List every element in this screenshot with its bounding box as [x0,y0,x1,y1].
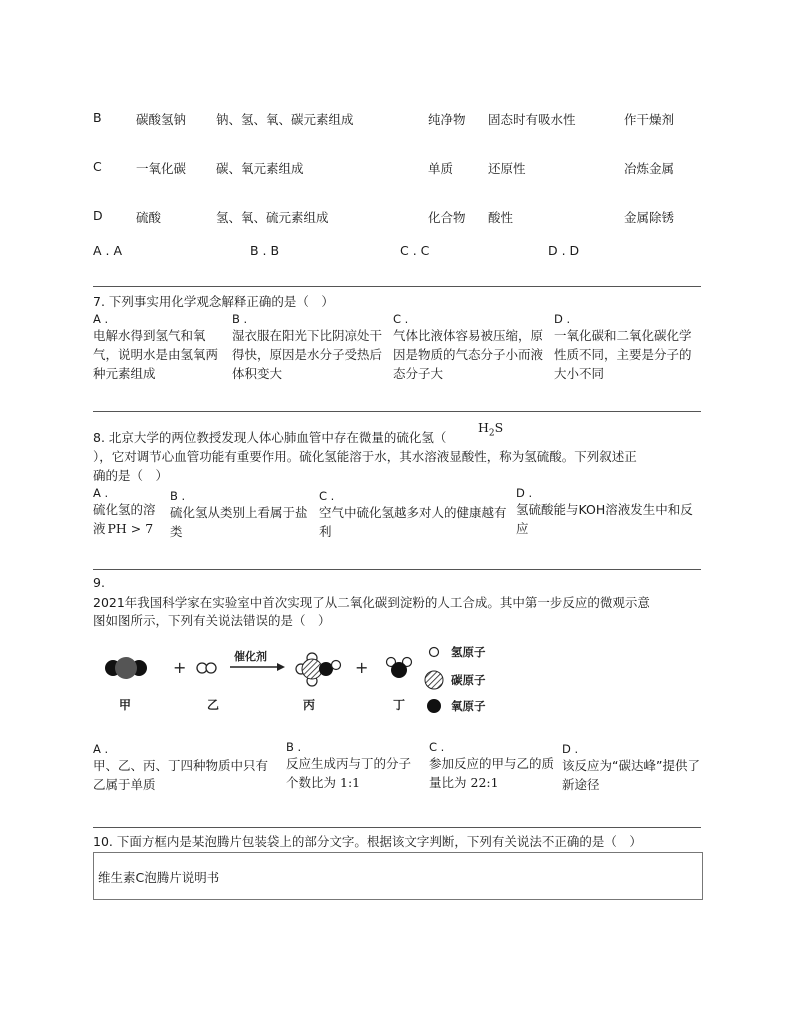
h2-molecule [197,663,216,673]
row-composition: 氢、氧、硫元素组成 [216,210,329,225]
row-property: 固态时有吸水性 [488,112,576,127]
label-bing: 丙 [303,698,316,712]
divider [93,569,701,570]
legend [425,645,486,713]
option-text: 硫化氢从类别上看属于盐类 [170,505,308,539]
h2s-formula: $H_2S$ [478,420,504,439]
question-8-stem-line2: ），它对调节心血管功能有重要作用。硫化氢能溶于水，其水溶液显酸性，称为氢硫酸。下列叙述正 [93,449,637,464]
row-composition: 钠、氢、氧、碳元素组成 [216,112,354,127]
methanol-molecule [296,653,341,686]
row-property: 还原性 [488,161,526,176]
carbon-atom-icon [425,671,443,689]
row-use: 作干燥剂 [624,112,675,127]
row-use: 冶炼金属 [624,161,675,176]
option-label: C . [393,312,409,326]
option-label: D . [562,742,579,756]
label-text-box [93,852,703,900]
label-ding: 丁 [393,698,406,712]
q7-option-a[interactable] [93,312,221,383]
q8-option-d[interactable] [516,486,700,538]
q9-option-a[interactable] [93,742,275,794]
question-8-stem: 8. 北京大学的两位教授发现人体心肺血管中存在微量的硫化氢（ [93,430,447,445]
question-9-stem-line2: 图如图所示，下列有关说法错误的是（ ） [93,613,331,628]
hydrogen-atom-icon [430,648,439,657]
option-label: A . [93,312,109,326]
option-text: 参加反应的甲与乙的质量比为 [429,756,555,790]
row-name: 碳酸氢钠 [136,112,187,127]
row-category: 化合物 [428,210,466,225]
plus-sign: + [355,658,369,677]
option-text: 空气中硫化氢越多对人的健康越有利 [319,505,507,539]
option-text: 一氧化碳和二氧化碳化学性质不同，主要是分子的大小不同 [554,328,692,381]
legend-carbon: 碳原子 [451,673,486,687]
answer-option-b[interactable]: B . B [250,243,280,258]
option-text: 反应生成丙与丁的分子个数比为 [286,756,412,790]
option-text: 气体比液体容易被压缩，原因是物质的气态分子小而液态分子大 [393,328,544,381]
row-letter: B [93,110,102,125]
row-category: 单质 [428,161,454,176]
ph-value: PH > 7 [107,521,154,536]
oxygen-atom-icon [427,699,441,713]
option-label: B . [286,740,302,754]
option-text: 氢硫酸能与KOH溶液发生中和反应 [516,502,693,536]
divider [93,827,701,828]
row-property: 酸性 [488,210,514,225]
reaction-diagram [93,636,513,726]
question-10-stem: 10. 下面方框内是某泡腾片包装袋上的部分文字。根据该文字判断，下列有关说法不正确的是（ ） [93,834,642,849]
arrow-head-icon [277,663,285,671]
q8-option-c[interactable] [319,489,511,541]
option-label: C . [429,740,445,754]
option-text: 硫化氢的溶 [93,502,156,517]
question-7-stem: 7. 下列事实用化学观念解释正确的是（ ） [93,294,334,309]
question-9-number: 9. [93,575,105,590]
option-label: B . [232,312,248,326]
row-composition: 碳、氧元素组成 [216,161,304,176]
legend-oxygen: 氧原子 [451,699,486,713]
q7-option-b[interactable] [232,312,382,383]
label-yi: 乙 [207,698,220,712]
option-label: A . [93,486,109,500]
row-letter: C [93,159,102,174]
plus-sign: + [173,658,187,677]
question-9-stem: 2021年我国科学家在实验室中首次实现了从二氧化碳到淀粉的人工合成。其中第一步反应的微观示意 [93,595,650,610]
co2-molecule [105,657,147,679]
option-text: 电解水得到氢气和氧气，说明水是由氢氧两种元素组成 [93,328,219,381]
q8-option-a[interactable] [93,486,165,538]
q9-option-c[interactable] [429,740,555,792]
row-name: 硫酸 [136,210,162,225]
option-label: B . [170,489,186,503]
option-text: 甲、乙、丙、丁四种物质中只有乙属于单质 [93,758,269,792]
row-name: 一氧化碳 [136,161,187,176]
option-label: C . [319,489,335,503]
row-letter: D [93,208,103,223]
divider [93,286,701,287]
q9-option-b[interactable] [286,740,422,792]
mass-ratio-value: 22:1 [470,775,499,790]
answer-option-a[interactable]: A . A [93,243,123,258]
ratio-value: 1:1 [340,775,361,790]
answer-option-c[interactable]: C . C [400,243,430,258]
option-text: 液 [93,521,106,536]
option-label: D . [554,312,571,326]
water-molecule [387,658,412,679]
q9-option-d[interactable] [562,742,704,794]
q7-option-d[interactable] [554,312,694,383]
row-category: 纯净物 [428,112,466,127]
q7-option-c[interactable] [393,312,545,383]
option-text: 该反应为“碳达峰”提供了新途径 [562,758,700,792]
box-title: 维生素C泡腾片说明书 [98,870,220,885]
row-use: 金属除锈 [624,210,675,225]
catalyst-label: 催化剂 [234,650,267,663]
q8-option-b[interactable] [170,489,310,541]
legend-hydrogen: 氢原子 [451,645,486,659]
question-8-stem-line3: 确的是（ ） [93,468,169,483]
divider [93,411,701,412]
answer-option-d[interactable]: D . D [548,243,580,258]
option-label: A . [93,742,109,756]
option-label: D . [516,486,533,500]
option-text: 湿衣服在阳光下比阴凉处干得快，原因是水分子受热后体积变大 [232,328,383,381]
label-jia: 甲 [119,698,132,712]
